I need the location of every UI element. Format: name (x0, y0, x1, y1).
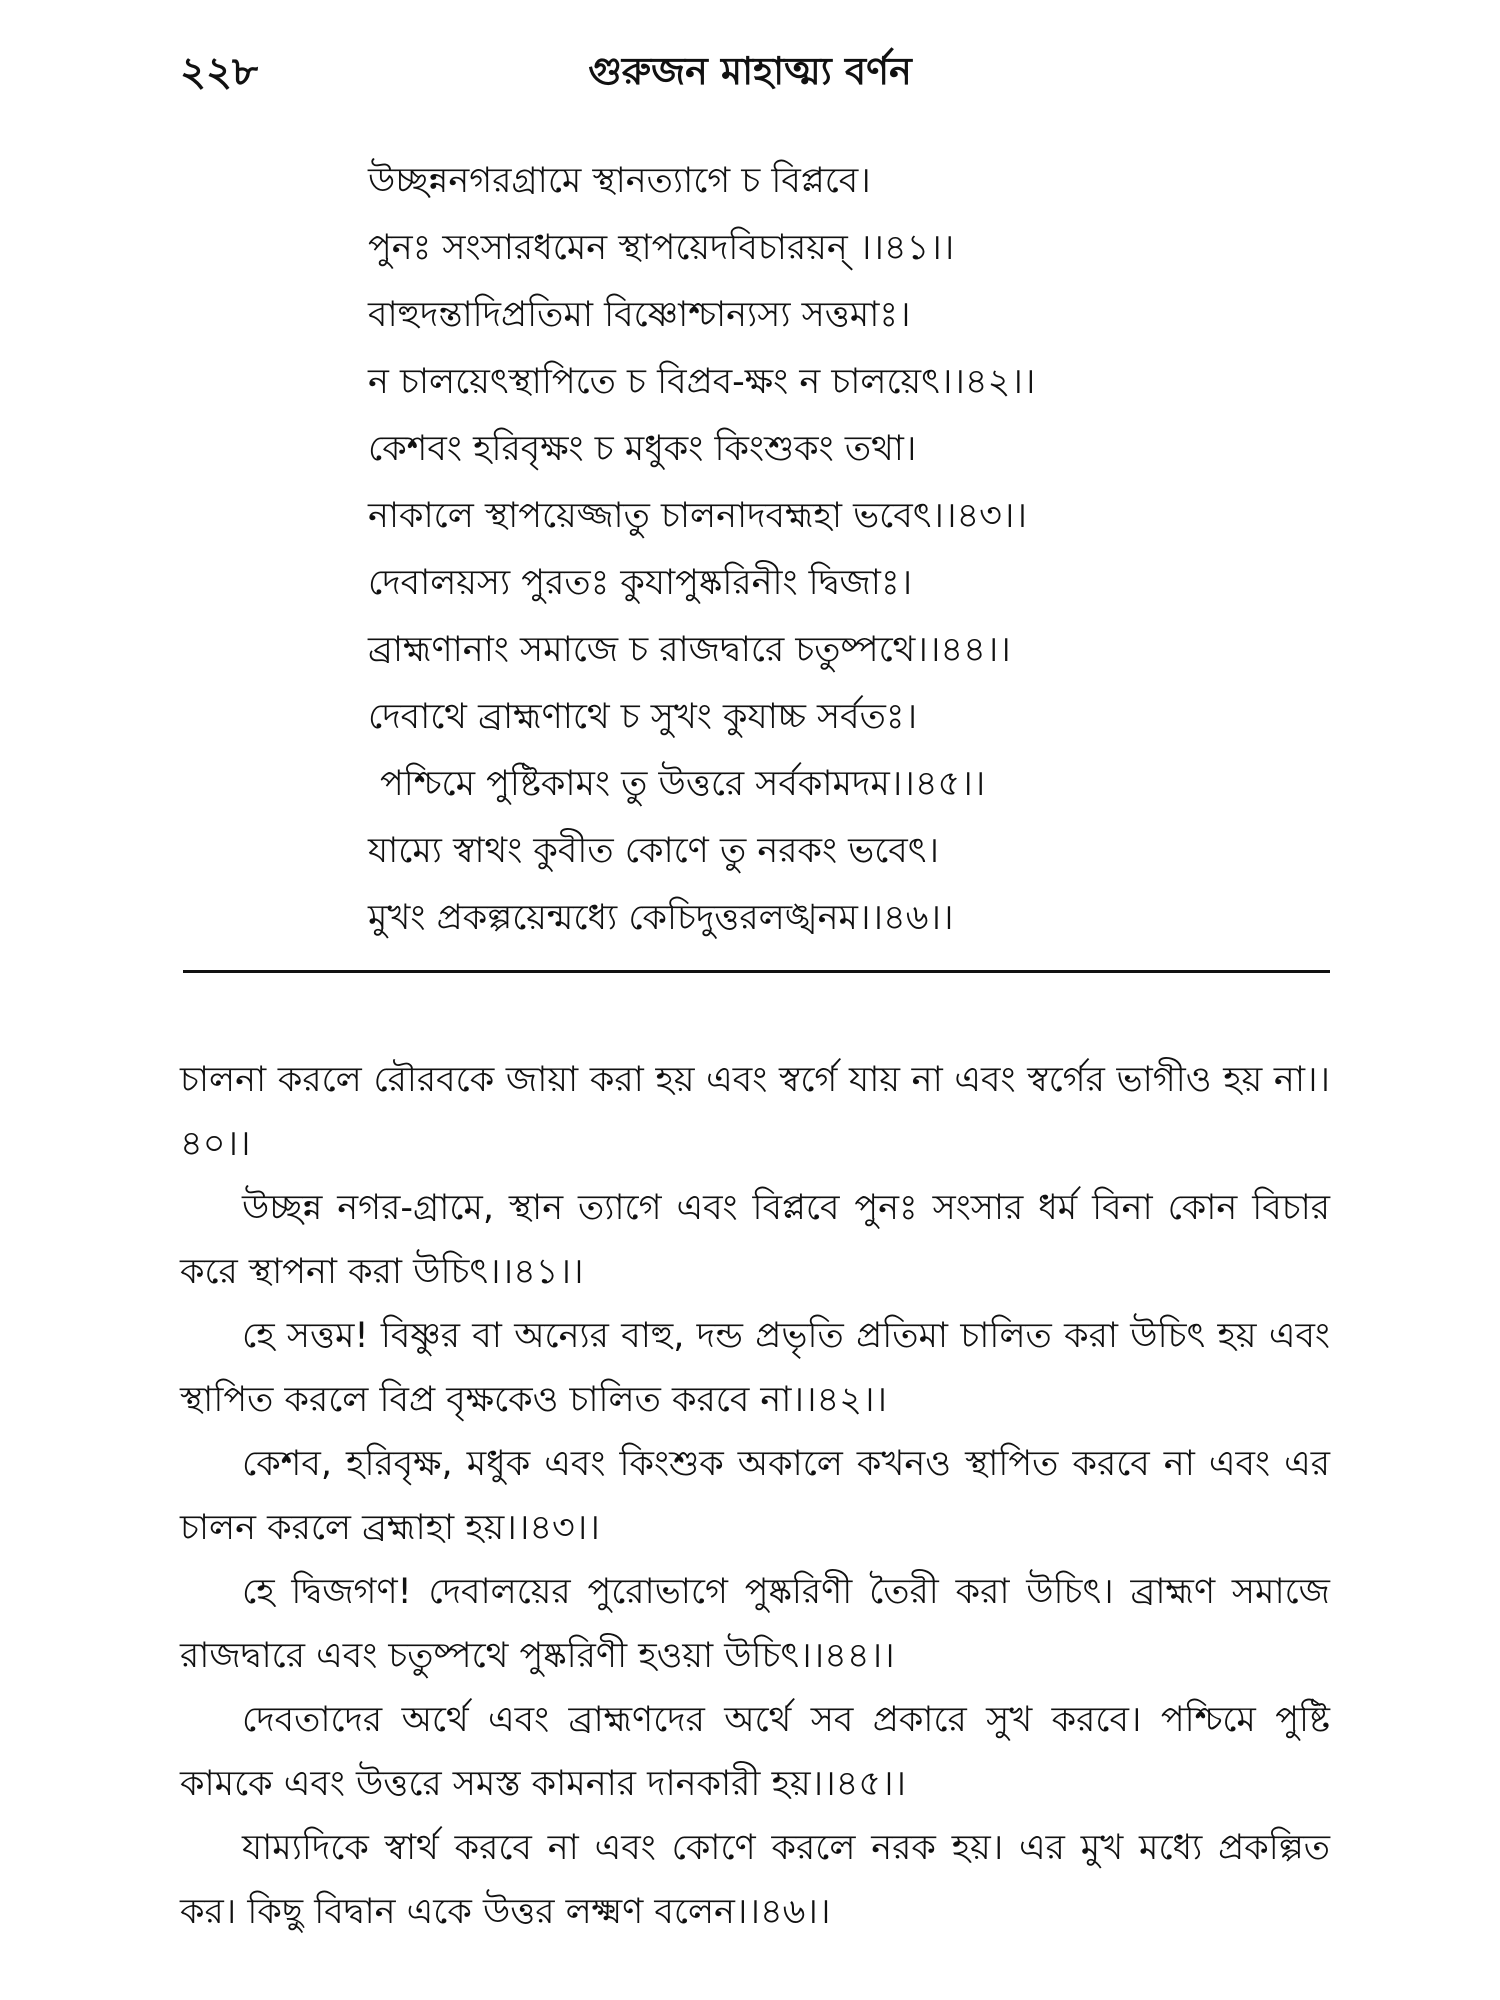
verse-line: পশ্চিমে পুষ্টিকামং তু উত্তরে সর্বকামদম।।৪৫।। (380, 764, 986, 804)
section-divider (183, 970, 1330, 973)
verse-line: দেবাথে ব্রাহ্মণাথে চ সুখং কুযাচ্চ সর্বতঃ। (368, 697, 918, 737)
verse-line: দেবালয়স্য পুরতঃ কুযাপুষ্করিনীং দ্বিজাঃ। (368, 563, 913, 603)
page-number: ২২৮ (180, 49, 258, 95)
translation-paragraph: চালনা করলে রৌরবকে জায়া করা হয় এবং স্বর্গে যায় না এবং স্বর্গের ভাগীও হয় না।।৪০।। (180, 1060, 1330, 1164)
translation-paragraph: যাম্যদিকে স্বার্থ করবে না এবং কোণে করলে নরক হয়। এর মুখ মধ্যে প্রকল্পিত কর। কিছু বিদ্বান একে উত্তর লক্ষ্মণ বলেন।।৪৬।। (180, 1828, 1330, 1932)
verse-line: নাকালে স্থাপয়েজ্জাতু চালনাদবহ্মহা ভবেৎ।।৪৩।। (368, 496, 1027, 536)
verse-line: কেশবং হরিবৃক্ষং চ মধুকং কিংশুকং তথা। (368, 429, 917, 469)
verse-line: উচ্ছন্ননগরগ্রামে স্থানত্যাগে চ বিপ্লবে। (368, 161, 871, 201)
verse-line: যাম্যে স্বাথং কুবীত কোণে তু নরকং ভবেৎ। (368, 831, 939, 871)
verse-line: বাহুদন্তাদিপ্রতিমা বিষ্ণোশ্চান্যস্য সত্তমাঃ। (368, 295, 911, 335)
verse-line: পুনঃ সংসারধমেন স্থাপয়েদবিচারয়ন্ ।।৪১।। (368, 228, 955, 268)
translation-paragraph: উচ্ছন্ন নগর-গ্রামে, স্থান ত্যাগে এবং বিপ্লবে পুনঃ সংসার ধর্ম বিনা কোন বিচার করে স্থাপনা করা উচিৎ।।৪১।। (180, 1188, 1330, 1292)
translation-paragraph: হে সত্তম! বিষ্ণুর বা অন্যের বাহু, দন্ড প্রভৃতি প্রতিমা চালিত করা উচিৎ হয় এবং স্থাপিত করলে বিপ্র বৃক্ষকেও চালিত করবে না।।৪২।। (180, 1316, 1330, 1420)
translation-paragraph: হে দ্বিজগণ! দেবালয়ের পুরোভাগে পুষ্করিণী তৈরী করা উচিৎ। ব্রাহ্মণ সমাজে রাজদ্বারে এবং চতুষ্পথে পুষ্করিণী হওয়া উচিৎ।।৪৪।। (180, 1572, 1330, 1676)
sanskrit-verse-block (368, 148, 1418, 952)
running-head-title: গুরুজন মাহাত্ম্য বর্ণন (588, 49, 912, 93)
verse-line: ন চালয়েৎস্থাপিতে চ বিপ্রব-ক্ষং ন চালয়েৎ।।৪২।। (368, 362, 1036, 402)
verse-line: মুখং প্রকল্পয়েন্মধ্যে কেচিদুত্তরলঙ্খনম।।৪৬।। (368, 898, 954, 938)
translation-paragraph: দেবতাদের অর্থে এবং ব্রাহ্মণদের অর্থে সব প্রকারে সুখ করবে। পশ্চিমে পুষ্টি কামকে এবং উত্তরে সমস্ত কামনার দানকারী হয়।।৪৫।। (180, 1700, 1330, 1804)
verse-line: ব্রাহ্মণানাং সমাজে চ রাজদ্বারে চতুষ্পথে।।৪৪।। (368, 630, 1011, 670)
translation-paragraph: কেশব, হরিবৃক্ষ, মধুক এবং কিংশুক অকালে কখনও স্থাপিত করবে না এবং এর চালন করলে ব্রহ্মাহা হয়।।৪৩।। (180, 1444, 1330, 1548)
bengali-translation (180, 1048, 1330, 1944)
